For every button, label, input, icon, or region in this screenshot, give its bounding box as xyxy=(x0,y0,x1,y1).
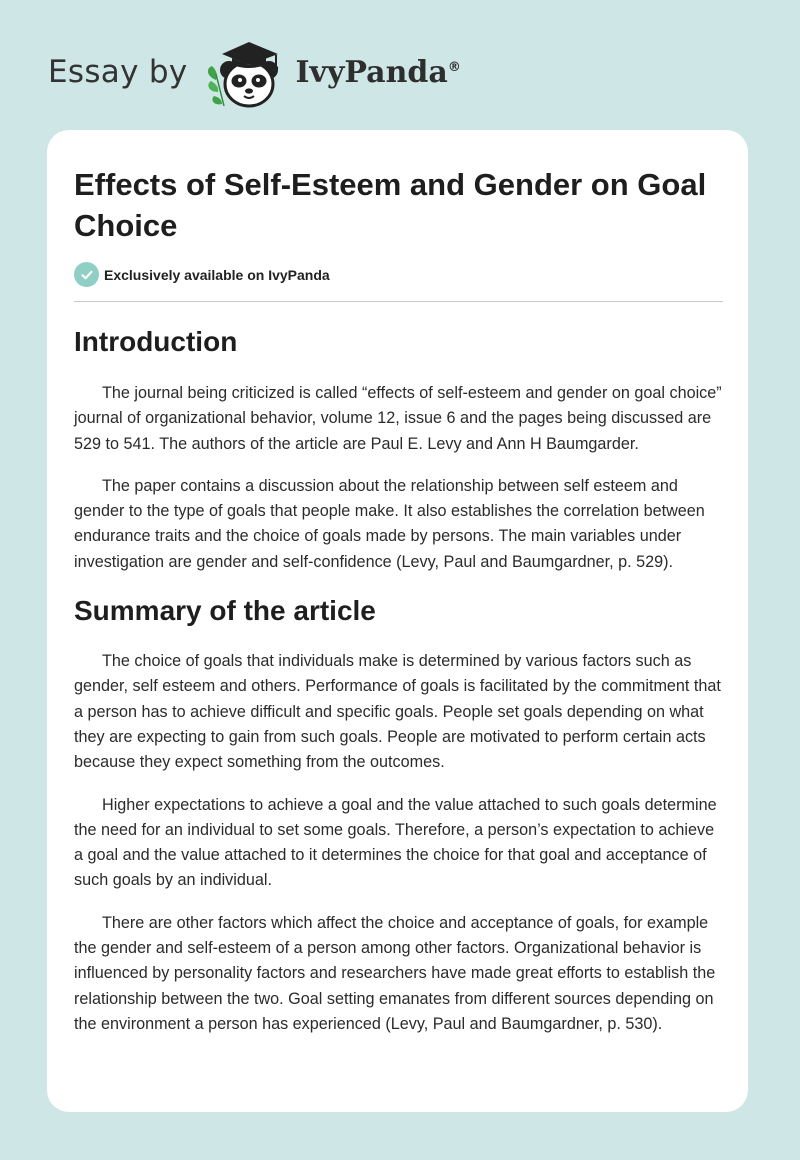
paragraph: The choice of goals that individuals make is determined by various factors such as gender, self esteem and others. Performance of goals is facilitated by the commitment that a person has to achieve difficult and specific goals. People set goals depending on what they are expecting to gain from such goals. People are motivated to perform certain acts because they expect something from the outcomes. xyxy=(74,652,721,772)
brand-name-text: IvyPanda xyxy=(295,54,448,90)
site-header xyxy=(48,34,461,110)
paragraph: The journal being criticized is called “effects of self-esteem and gender on goal choice” journal of organizational behavior, volume 12, issue 6 and the pages being discussed are 529 to 541. The authors of the article are Paul E. Levy and Ann H Baumgarder. xyxy=(74,384,722,453)
essay-by-label: Essay by xyxy=(48,54,188,90)
paragraph: There are other factors which affect the choice and acceptance of goals, for example the gender and self-esteem of a person among other factors. Organizational behavior is influenced by personality factors and researchers have made great efforts to establish the relationship between the two. Goal setting emanates from different sources depending on the environment a person has experienced (Levy, Paul and Baumgardner, p. 530). xyxy=(74,913,716,1033)
divider xyxy=(74,301,723,302)
essay-card xyxy=(47,130,748,1112)
checkmark-circle-icon xyxy=(74,262,99,287)
registered-mark: ® xyxy=(447,59,461,75)
panda-graduation-cap-icon[interactable] xyxy=(202,34,292,110)
page-title: Effects of Self-Esteem and Gender on Goal Choice xyxy=(74,167,707,243)
paragraph: The paper contains a discussion about the relationship between self esteem and gender to the type of goals that people make. It also establishes the correlation between endurance traits and the choice of goals made by persons. The main variables under investigation are gender and self-confidence (Levy, Paul and Baumgardner, p. 529). xyxy=(74,476,705,571)
paragraph: Higher expectations to achieve a goal and the value attached to such goals determine the need for an individual to set some goals. Therefore, a person’s expectation to achieve a goal and the value attached to it determines the choice for that goal and acceptance of such goals by an individual. xyxy=(74,795,717,890)
badge-text: Exclusively available on IvyPanda xyxy=(104,266,330,283)
exclusive-badge xyxy=(74,262,723,287)
section-heading-summary: Summary of the article xyxy=(74,595,376,627)
brand-name[interactable] xyxy=(296,55,461,90)
section-heading-introduction: Introduction xyxy=(74,326,238,357)
